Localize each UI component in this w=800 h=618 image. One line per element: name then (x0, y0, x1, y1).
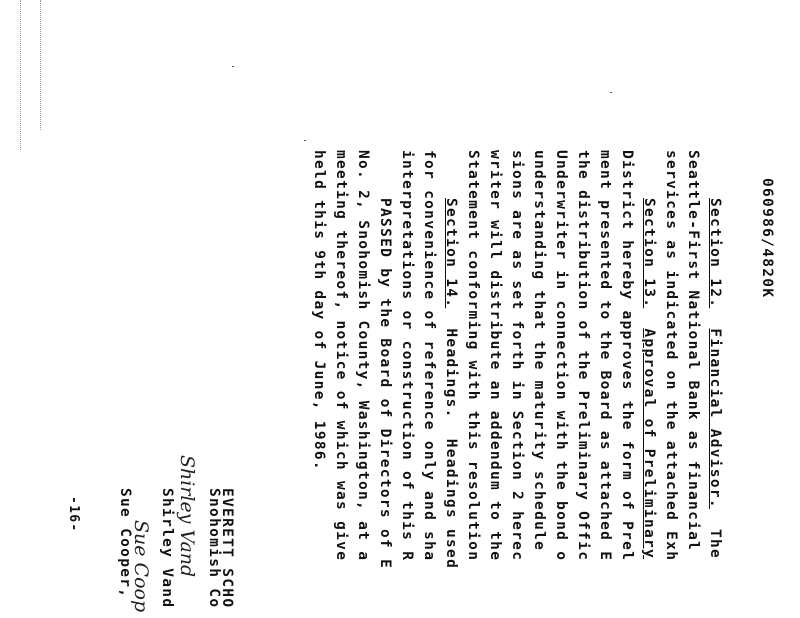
section-13-title: Approval of Preliminary (641, 328, 657, 560)
section-13-heading: Section 13. (641, 198, 657, 309)
section-13-text-line: Underwriter in connection with the bond o (553, 150, 569, 562)
section-14-heading-line (444, 198, 459, 569)
section-13-text-line: District hereby approves the form of Prel (619, 150, 635, 562)
section-12-text: The (707, 529, 723, 560)
signer-1: Shirley Vand (159, 488, 175, 609)
section-14-text-line: interpretations or construction of this R (399, 150, 415, 562)
section-13-text-line: the distribution of the Preliminary Offic (575, 150, 591, 562)
section-13-heading-line (642, 198, 657, 559)
section-13-text-line: Statement conforming with this resolution (465, 150, 481, 562)
section-12-text-line: Seattle-First National Bank as financial (685, 150, 701, 552)
scan-speck (304, 140, 306, 141)
section-12-heading: Section 12. (707, 198, 723, 309)
section-13-text-line: sions are as set forth in Section 2 herec (509, 150, 525, 562)
document-id: 060986/4820K (759, 178, 775, 299)
section-14-title: Headings. (443, 328, 459, 419)
signer-2: Sue Cooper, (117, 488, 133, 599)
section-13-text-line: ment presented to the Board as attached E (597, 150, 613, 562)
passed-line: No. 2, Snohomish County, Washington, at a (355, 150, 371, 562)
passed-line: held this 9th day of June, 1986. (311, 150, 327, 471)
section-14-text: Headings used (443, 438, 459, 570)
section-14-text-line: for convenience of reference only and sha (421, 150, 437, 562)
section-13-text-line: writer will distribute an addendum to the (487, 150, 503, 562)
passed-line: PASSED by the Board of Directors of E (377, 198, 393, 570)
scan-rule (40, 0, 41, 130)
page-number: -16- (66, 496, 81, 533)
signature-2: Sue Coop (130, 520, 152, 613)
scan-speck (232, 66, 234, 67)
passed-line: meeting thereof, notice of which was give (333, 150, 349, 562)
signature-1: Shirley Vand (176, 455, 198, 578)
scan-rule (20, 0, 21, 150)
section-13-text-line: understanding that the maturity schedule (531, 150, 547, 552)
section-14-heading: Section 14. (443, 198, 459, 309)
section-12-title: Financial Advisor. (707, 328, 723, 509)
district-county: Snohomish Co (206, 488, 222, 609)
district-name: EVERETT SCHO (219, 488, 235, 609)
section-12-text-line: services as indicated on the attached Exh (663, 150, 679, 562)
scan-speck (610, 92, 612, 93)
section-12-heading-line (708, 198, 723, 559)
